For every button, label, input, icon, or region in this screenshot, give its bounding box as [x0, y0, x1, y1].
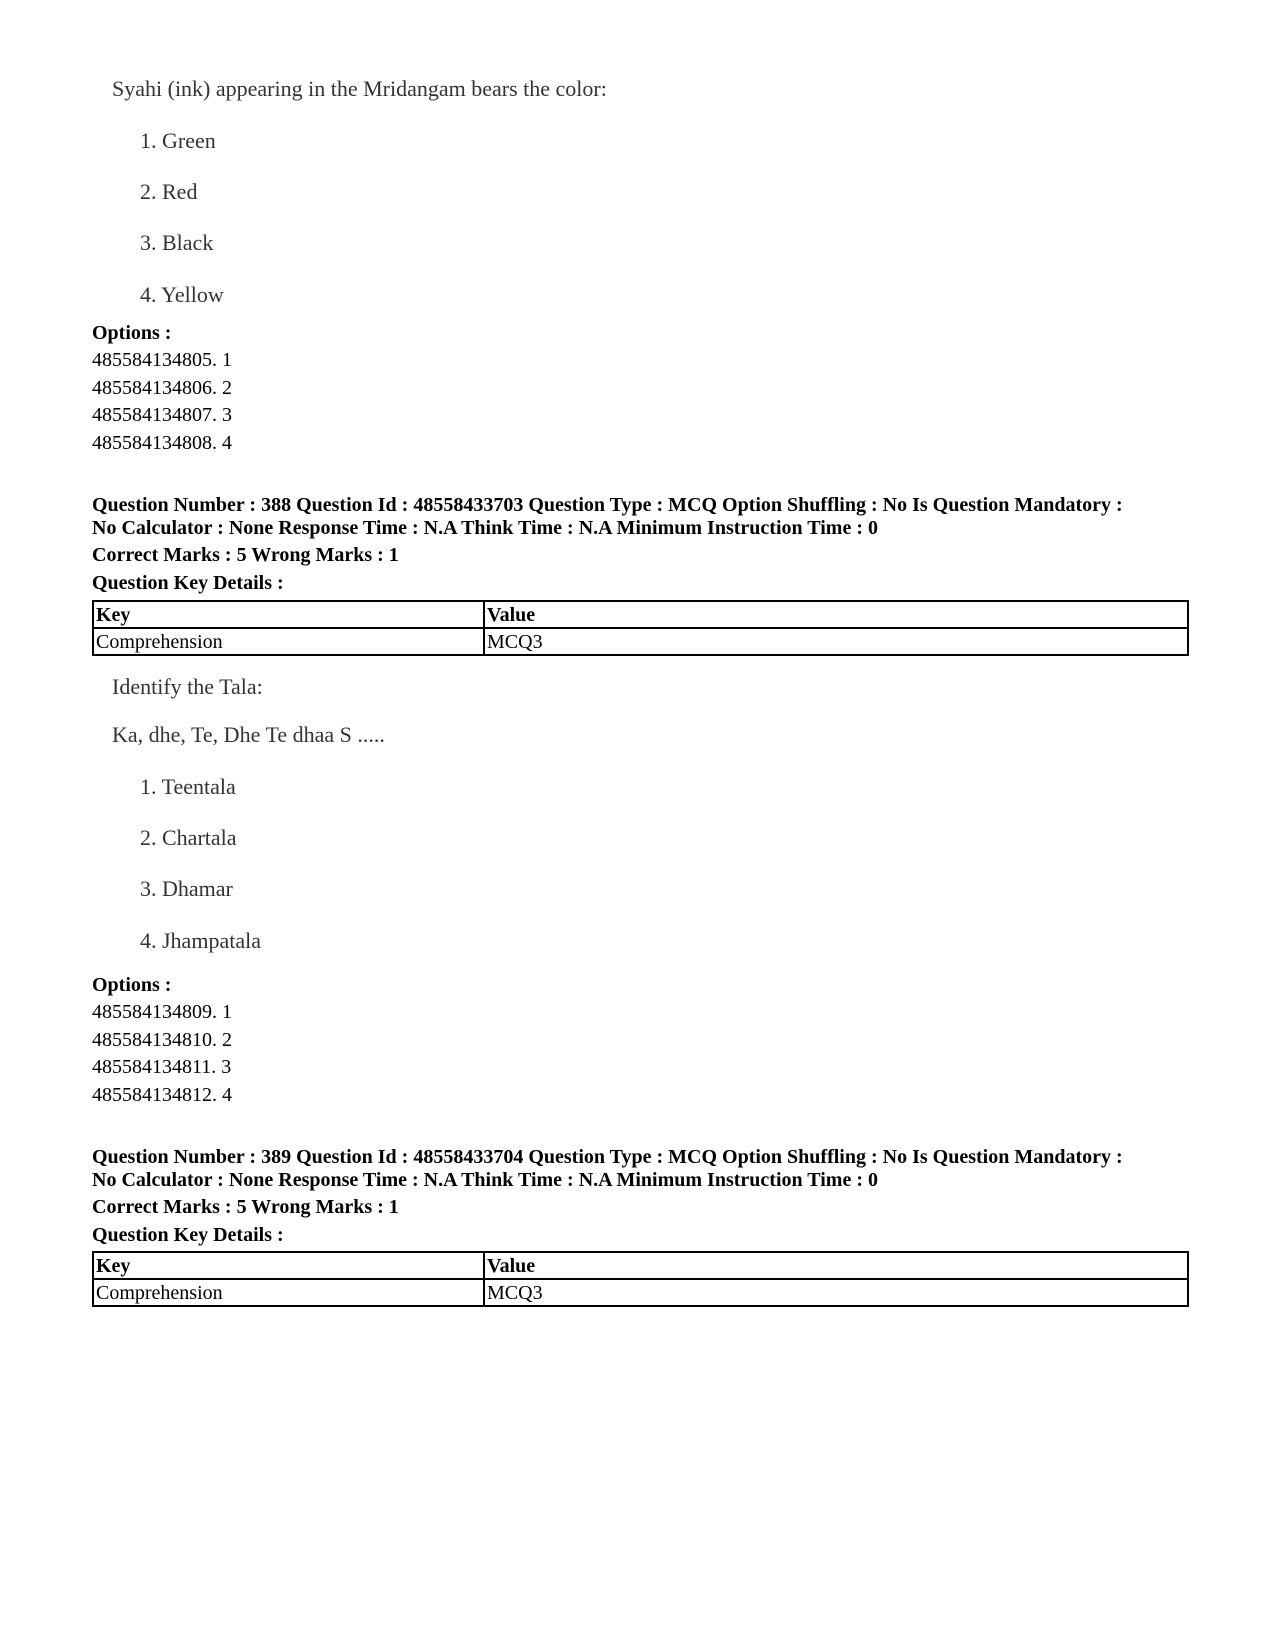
choice-item: 1. Green — [140, 128, 216, 153]
choice-item: 1. Teentala — [140, 774, 236, 799]
choice-item: 3. Dhamar — [140, 876, 233, 901]
choice-item: 3. Black — [140, 230, 214, 255]
table-header-key: Key — [93, 1252, 484, 1279]
table-header-value: Value — [484, 601, 1188, 628]
table-header-key: Key — [93, 601, 484, 628]
options-label: Options : — [92, 974, 172, 996]
table-header-value: Value — [484, 1252, 1188, 1279]
table-cell-value: MCQ3 — [484, 628, 1188, 655]
key-details-table — [92, 600, 1189, 656]
choice-item: 2. Red — [140, 179, 198, 204]
choice-item: 2. Chartala — [140, 825, 237, 850]
question-meta-line2: No Calculator : None Response Time : N.A Think Time : N.A Minimum Instruction Time : 0 — [92, 517, 878, 539]
option-line: 485584134812. 4 — [92, 1084, 232, 1106]
question-stem: Syahi (ink) appearing in the Mridangam bears the color: — [112, 76, 607, 101]
option-line: 485584134808. 4 — [92, 432, 232, 454]
key-details-label: Question Key Details : — [92, 572, 284, 594]
question-meta-line1: Question Number : 389 Question Id : 48558433704 Question Type : MCQ Option Shuffling : No Is Question Mandatory : — [92, 1146, 1123, 1168]
option-line: 485584134805. 1 — [92, 349, 232, 371]
table-cell-value: MCQ3 — [484, 1279, 1188, 1306]
marks-line: Correct Marks : 5 Wrong Marks : 1 — [92, 544, 399, 566]
table-header-row — [93, 601, 1188, 628]
key-details-table — [92, 1251, 1189, 1307]
table-row — [93, 1279, 1188, 1306]
table-cell-key: Comprehension — [93, 628, 484, 655]
marks-line: Correct Marks : 5 Wrong Marks : 1 — [92, 1196, 399, 1218]
question-stem-line2: Ka, dhe, Te, Dhe Te dhaa S ..... — [112, 722, 385, 747]
option-line: 485584134806. 2 — [92, 377, 232, 399]
question-meta-line1: Question Number : 388 Question Id : 48558433703 Question Type : MCQ Option Shuffling : No Is Question Mandatory : — [92, 494, 1123, 516]
table-header-row — [93, 1252, 1188, 1279]
options-label: Options : — [92, 322, 172, 344]
choice-item: 4. Yellow — [140, 282, 224, 307]
table-row — [93, 628, 1188, 655]
option-line: 485584134809. 1 — [92, 1001, 232, 1023]
table-cell-key: Comprehension — [93, 1279, 484, 1306]
choice-item: 4. Jhampatala — [140, 928, 261, 953]
option-line: 485584134811. 3 — [92, 1056, 232, 1078]
option-line: 485584134810. 2 — [92, 1029, 232, 1051]
key-details-label: Question Key Details : — [92, 1224, 284, 1246]
question-stem: Identify the Tala: — [112, 674, 263, 699]
question-meta-line2: No Calculator : None Response Time : N.A Think Time : N.A Minimum Instruction Time : 0 — [92, 1169, 878, 1191]
option-line: 485584134807. 3 — [92, 404, 232, 426]
